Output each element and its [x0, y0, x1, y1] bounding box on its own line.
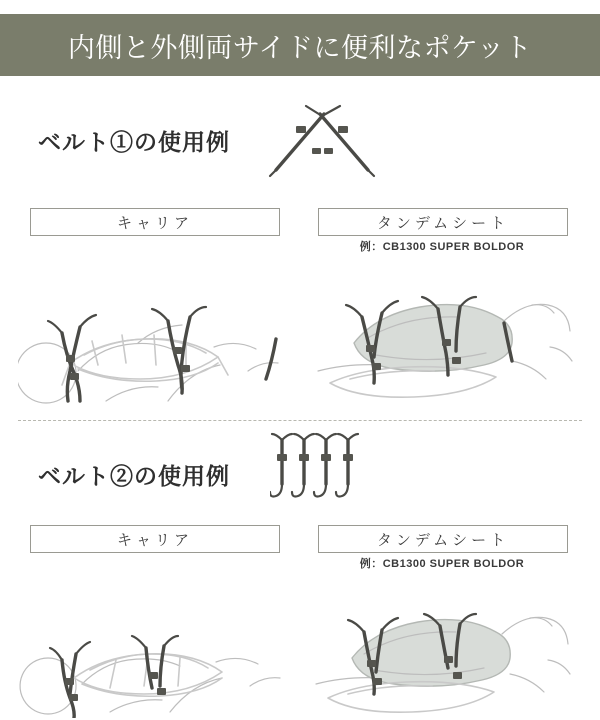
sublabel-tandem-seat-2: 例：CB1300 SUPER BOLDOR — [359, 558, 525, 570]
label-tandem-seat-1: タンデムシート — [318, 208, 568, 236]
illustration-tandem-seat-belt-1 — [306, 251, 582, 411]
crossed-belt-illustration — [262, 100, 382, 178]
illustration-carrier-belt-1 — [18, 251, 288, 411]
section-2-heading: ベルト②の使用例 — [38, 463, 230, 489]
illustration-carrier-belt-2 — [18, 568, 288, 718]
section-divider — [18, 420, 582, 421]
four-hook-belt-illustration — [270, 428, 380, 508]
illustration-tandem-seat-belt-2 — [306, 568, 582, 718]
label-carrier-2: キャリア — [30, 525, 280, 553]
section-belt-1 — [0, 96, 600, 416]
page-title: 内側と外側両サイドに便利なポケット — [67, 32, 533, 63]
sublabel-tandem-seat-1: 例：CB1300 SUPER BOLDOR — [359, 241, 525, 253]
header-banner — [0, 14, 600, 76]
section-belt-2 — [0, 430, 600, 720]
section-1-heading: ベルト①の使用例 — [38, 129, 230, 155]
label-tandem-seat-2: タンデムシート — [318, 525, 568, 553]
label-carrier-1: キャリア — [30, 208, 280, 236]
